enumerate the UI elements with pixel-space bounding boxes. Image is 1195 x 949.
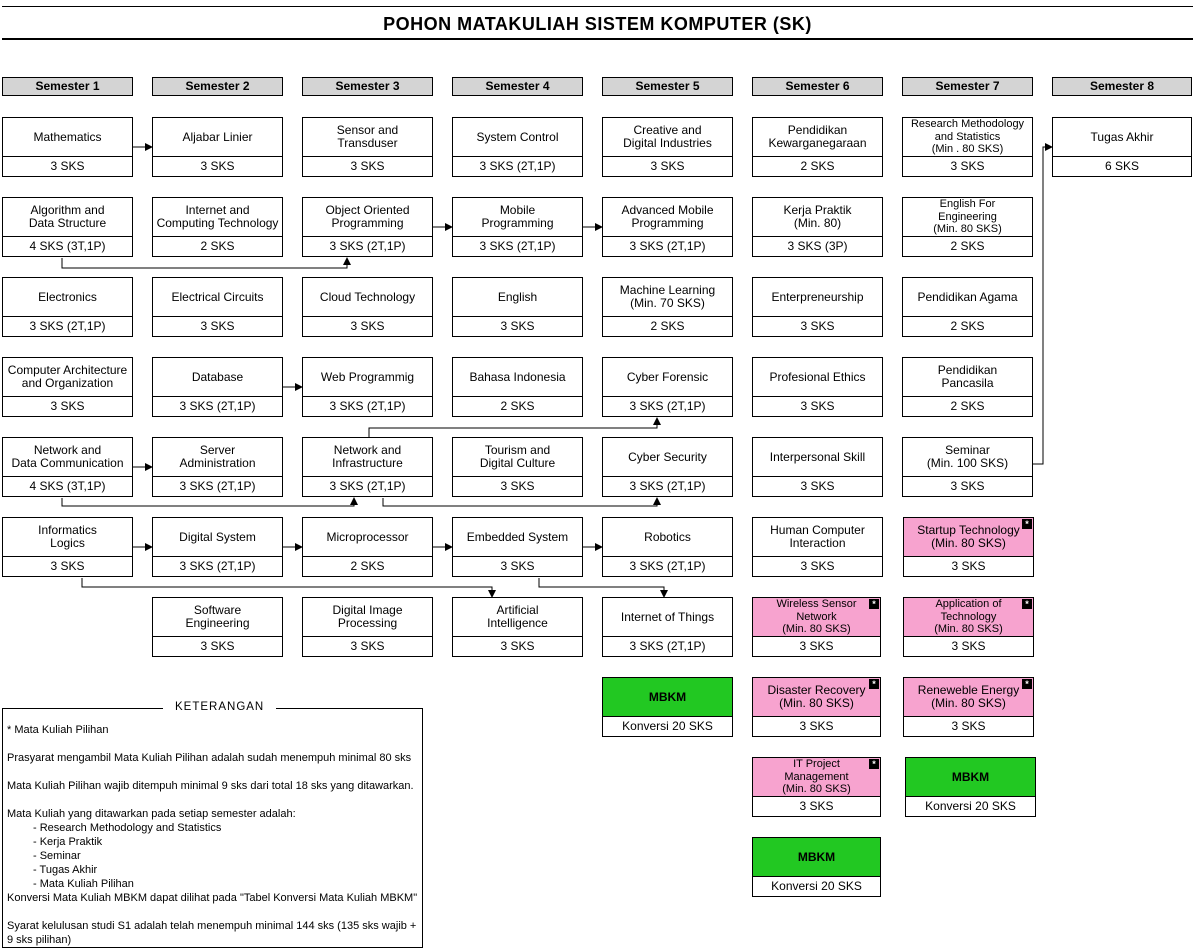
course-credits: 3 SKS [799, 799, 834, 813]
course-name: Kerja Praktik (Min. 80) [753, 198, 882, 237]
course-credits: 6 SKS [1104, 159, 1140, 173]
arrow-embedded-iot [539, 578, 664, 597]
legend-line: Syarat kelulusan studi S1 adalah telah menempuh minimal 144 sks (135 sks wajib + 9 sks pilihan) [7, 920, 417, 946]
course-name: Digital System [153, 518, 282, 557]
course-name: Bahasa Indonesia [453, 358, 582, 397]
course-name: MBKM [753, 838, 880, 877]
course-credits: 3 SKS [799, 719, 834, 733]
course-name: Advanced Mobile Programming [603, 198, 732, 237]
elective-marker: * [869, 679, 879, 689]
course-name: Server Administration [153, 438, 282, 477]
arrow-infrastructure-security [383, 498, 657, 506]
course-credits: 3 SKS [200, 319, 235, 333]
course-name: Embedded System [453, 518, 582, 557]
semester-header-5: Semester 5 [602, 77, 733, 96]
elective-marker: * [1022, 599, 1032, 609]
course-name: Cloud Technology [303, 278, 432, 317]
legend-item: - Tugas Akhir [33, 864, 98, 876]
course-name: Network and Infrastructure [303, 438, 432, 477]
course-credits: 3 SKS [500, 639, 535, 653]
course-credits: 3 SKS (2T,1P) [629, 399, 706, 413]
course-credits: 2 SKS [950, 239, 985, 253]
course-name: Reneweble Energy (Min. 80 SKS) [904, 678, 1033, 717]
course-name: Cyber Forensic [603, 358, 732, 397]
semester-header-4: Semester 4 [452, 77, 583, 96]
course-name: Mathematics [3, 118, 132, 157]
elective-marker: * [869, 599, 879, 609]
elective-marker: * [869, 759, 879, 769]
course-name: Seminar (Min. 100 SKS) [903, 438, 1032, 477]
course-name: Network and Data Communication [3, 438, 132, 477]
course-credits: 3 SKS [951, 559, 986, 573]
course-name: Software Engineering [153, 598, 282, 637]
course-credits: 3 SKS [951, 639, 986, 653]
course-name: Enterpreneurship [753, 278, 882, 317]
legend-title: KETERANGAN [163, 701, 276, 713]
course-name: System Control [453, 118, 582, 157]
legend-box [2, 701, 423, 948]
course-name: Pendidikan Kewarganegaraan [753, 118, 882, 157]
course-credits: 3 SKS [50, 559, 85, 573]
course-credits: 3 SKS (2T,1P) [629, 559, 706, 573]
course-credits: 3 SKS (2T,1P) [179, 559, 256, 573]
course-credits: 3 SKS [799, 639, 834, 653]
course-credits: Konversi 20 SKS [771, 879, 862, 893]
legend-line: Mata Kuliah Pilihan wajib ditempuh minimal 9 sks dari total 18 sks yang ditawarkan. [7, 780, 414, 792]
course-credits: 3 SKS [500, 319, 535, 333]
course-name: English [453, 278, 582, 317]
course-credits: 3 SKS [350, 639, 385, 653]
elective-marker: * [1022, 679, 1032, 689]
course-credits: 3 SKS (2T,1P) [629, 239, 706, 253]
course-name: Object Oriented Programming [303, 198, 432, 237]
course-name: Aljabar Linier [153, 118, 282, 157]
course-name: Machine Learning (Min. 70 SKS) [603, 278, 732, 317]
course-name: Robotics [603, 518, 732, 557]
course-credits: 3 SKS [951, 719, 986, 733]
course-name: Microprocessor [303, 518, 432, 557]
course-name: Profesional Ethics [753, 358, 882, 397]
course-name: Creative and Digital Industries [603, 118, 732, 157]
semester-header-1: Semester 1 [2, 77, 133, 96]
course-credits: 3 SKS (2T,1P) [179, 399, 256, 413]
course-credits: 2 SKS [200, 239, 235, 253]
course-name: Algorithm and Data Structure [3, 198, 132, 237]
course-credits: Konversi 20 SKS [925, 799, 1016, 813]
course-name: Tugas Akhir [1053, 118, 1191, 157]
course-credits: 3 SKS [500, 479, 535, 493]
course-credits: 3 SKS (3P) [787, 239, 848, 253]
course-name: MBKM [906, 758, 1035, 797]
course-credits: 2 SKS [950, 399, 985, 413]
course-name: Internet and Computing Technology [153, 198, 282, 237]
course-name: Pendidikan Pancasila [903, 358, 1032, 397]
course-credits: 2 SKS [950, 319, 985, 333]
course-credits: 3 SKS [350, 319, 385, 333]
course-name: Pendidikan Agama [903, 278, 1032, 317]
arrow-algorithm-oop [62, 258, 347, 268]
semester-header-6: Semester 6 [752, 77, 883, 96]
course-name: Wireless Sensor Network (Min. 80 SKS) [753, 598, 880, 637]
arrow-seminar-tugas [1033, 147, 1052, 464]
course-credits: 3 SKS (2T,1P) [479, 159, 556, 173]
course-name: Tourism and Digital Culture [453, 438, 582, 477]
course-credits: 4 SKS (3T,1P) [29, 239, 106, 253]
course-credits: 3 SKS [800, 559, 835, 573]
arrow-informatics-ai [82, 578, 492, 597]
arrow-network-infrastructure [62, 498, 354, 506]
course-credits: 3 SKS (2T,1P) [29, 319, 106, 333]
course-name: English For Engineering (Min. 80 SKS) [903, 198, 1032, 237]
course-name: Startup Technology (Min. 80 SKS) [904, 518, 1033, 557]
course-name: Sensor and Transduser [303, 118, 432, 157]
course-credits: 3 SKS [200, 639, 235, 653]
course-credits: 3 SKS [350, 159, 385, 173]
course-credits: 3 SKS (2T,1P) [329, 399, 406, 413]
course-name: Research Methodology and Statistics (Min . 80 SKS) [903, 118, 1032, 157]
course-credits: 3 SKS [800, 319, 835, 333]
course-name: Computer Architecture and Organization [3, 358, 132, 397]
course-credits: 3 SKS [800, 479, 835, 493]
course-name: Electronics [3, 278, 132, 317]
course-credits: 3 SKS (2T,1P) [329, 479, 406, 493]
course-name: Human Computer Interaction [753, 518, 882, 557]
course-credits: 2 SKS [650, 319, 685, 333]
course-name: Application of Technology (Min. 80 SKS) [904, 598, 1033, 637]
course-credits: 3 SKS [650, 159, 685, 173]
course-credits: 3 SKS [500, 559, 535, 573]
course-credits: 3 SKS (2T,1P) [179, 479, 256, 493]
course-name: Interpersonal Skill [753, 438, 882, 477]
course-credits: 3 SKS (2T,1P) [629, 479, 706, 493]
page-title: POHON MATAKULIAH SISTEM KOMPUTER (SK) [383, 14, 812, 34]
course-name: Digital Image Processing [303, 598, 432, 637]
course-name: Artificial Intelligence [453, 598, 582, 637]
legend-item: - Seminar [33, 850, 81, 862]
semester-header-7: Semester 7 [902, 77, 1033, 96]
elective-marker: * [1022, 519, 1032, 529]
course-credits: 4 SKS (3T,1P) [29, 479, 106, 493]
legend-item: - Mata Kuliah Pilihan [33, 878, 134, 890]
semester-header-3: Semester 3 [302, 77, 433, 96]
course-credits: 3 SKS [200, 159, 235, 173]
course-credits: 2 SKS [500, 399, 535, 413]
course-name: Mobile Programming [453, 198, 582, 237]
course-name: Database [153, 358, 282, 397]
legend-line: Mata Kuliah yang ditawarkan pada setiap semester adalah: [7, 808, 296, 820]
course-name: MBKM [603, 678, 732, 717]
course-name: Informatics Logics [3, 518, 132, 557]
course-name: Internet of Things [603, 598, 732, 637]
legend-item: - Research Methodology and Statistics [33, 822, 222, 834]
course-name: Web Programmig [303, 358, 432, 397]
legend-line: * Mata Kuliah Pilihan [7, 724, 109, 736]
course-credits: 2 SKS [350, 559, 385, 573]
course-credits: 3 SKS [800, 399, 835, 413]
course-credits: 2 SKS [800, 159, 835, 173]
legend-item: - Kerja Praktik [33, 836, 103, 848]
legend-line: Prasyarat mengambil Mata Kuliah Pilihan adalah sudah menempuh minimal 80 sks [7, 752, 412, 764]
course-credits: 3 SKS [50, 159, 85, 173]
semester-header-8: Semester 8 [1052, 77, 1192, 96]
course-credits: 3 SKS [950, 159, 985, 173]
legend-line: Konversi Mata Kuliah MBKM dapat dilihat pada "Tabel Konversi Mata Kuliah MBKM" [7, 892, 418, 904]
course-credits: Konversi 20 SKS [622, 719, 713, 733]
course-credits: 3 SKS [50, 399, 85, 413]
semester-header-2: Semester 2 [152, 77, 283, 96]
arrow-infrastructure-forensic [369, 418, 657, 438]
course-name: IT Project Management (Min. 80 SKS) [753, 758, 880, 797]
course-name: Disaster Recovery (Min. 80 SKS) [753, 678, 880, 717]
course-credits: 3 SKS (2T,1P) [629, 639, 706, 653]
course-credits: 3 SKS (2T,1P) [479, 239, 556, 253]
course-name: Cyber Security [603, 438, 732, 477]
course-credits: 3 SKS [950, 479, 985, 493]
course-credits: 3 SKS (2T,1P) [329, 239, 406, 253]
course-name: Electrical Circuits [153, 278, 282, 317]
